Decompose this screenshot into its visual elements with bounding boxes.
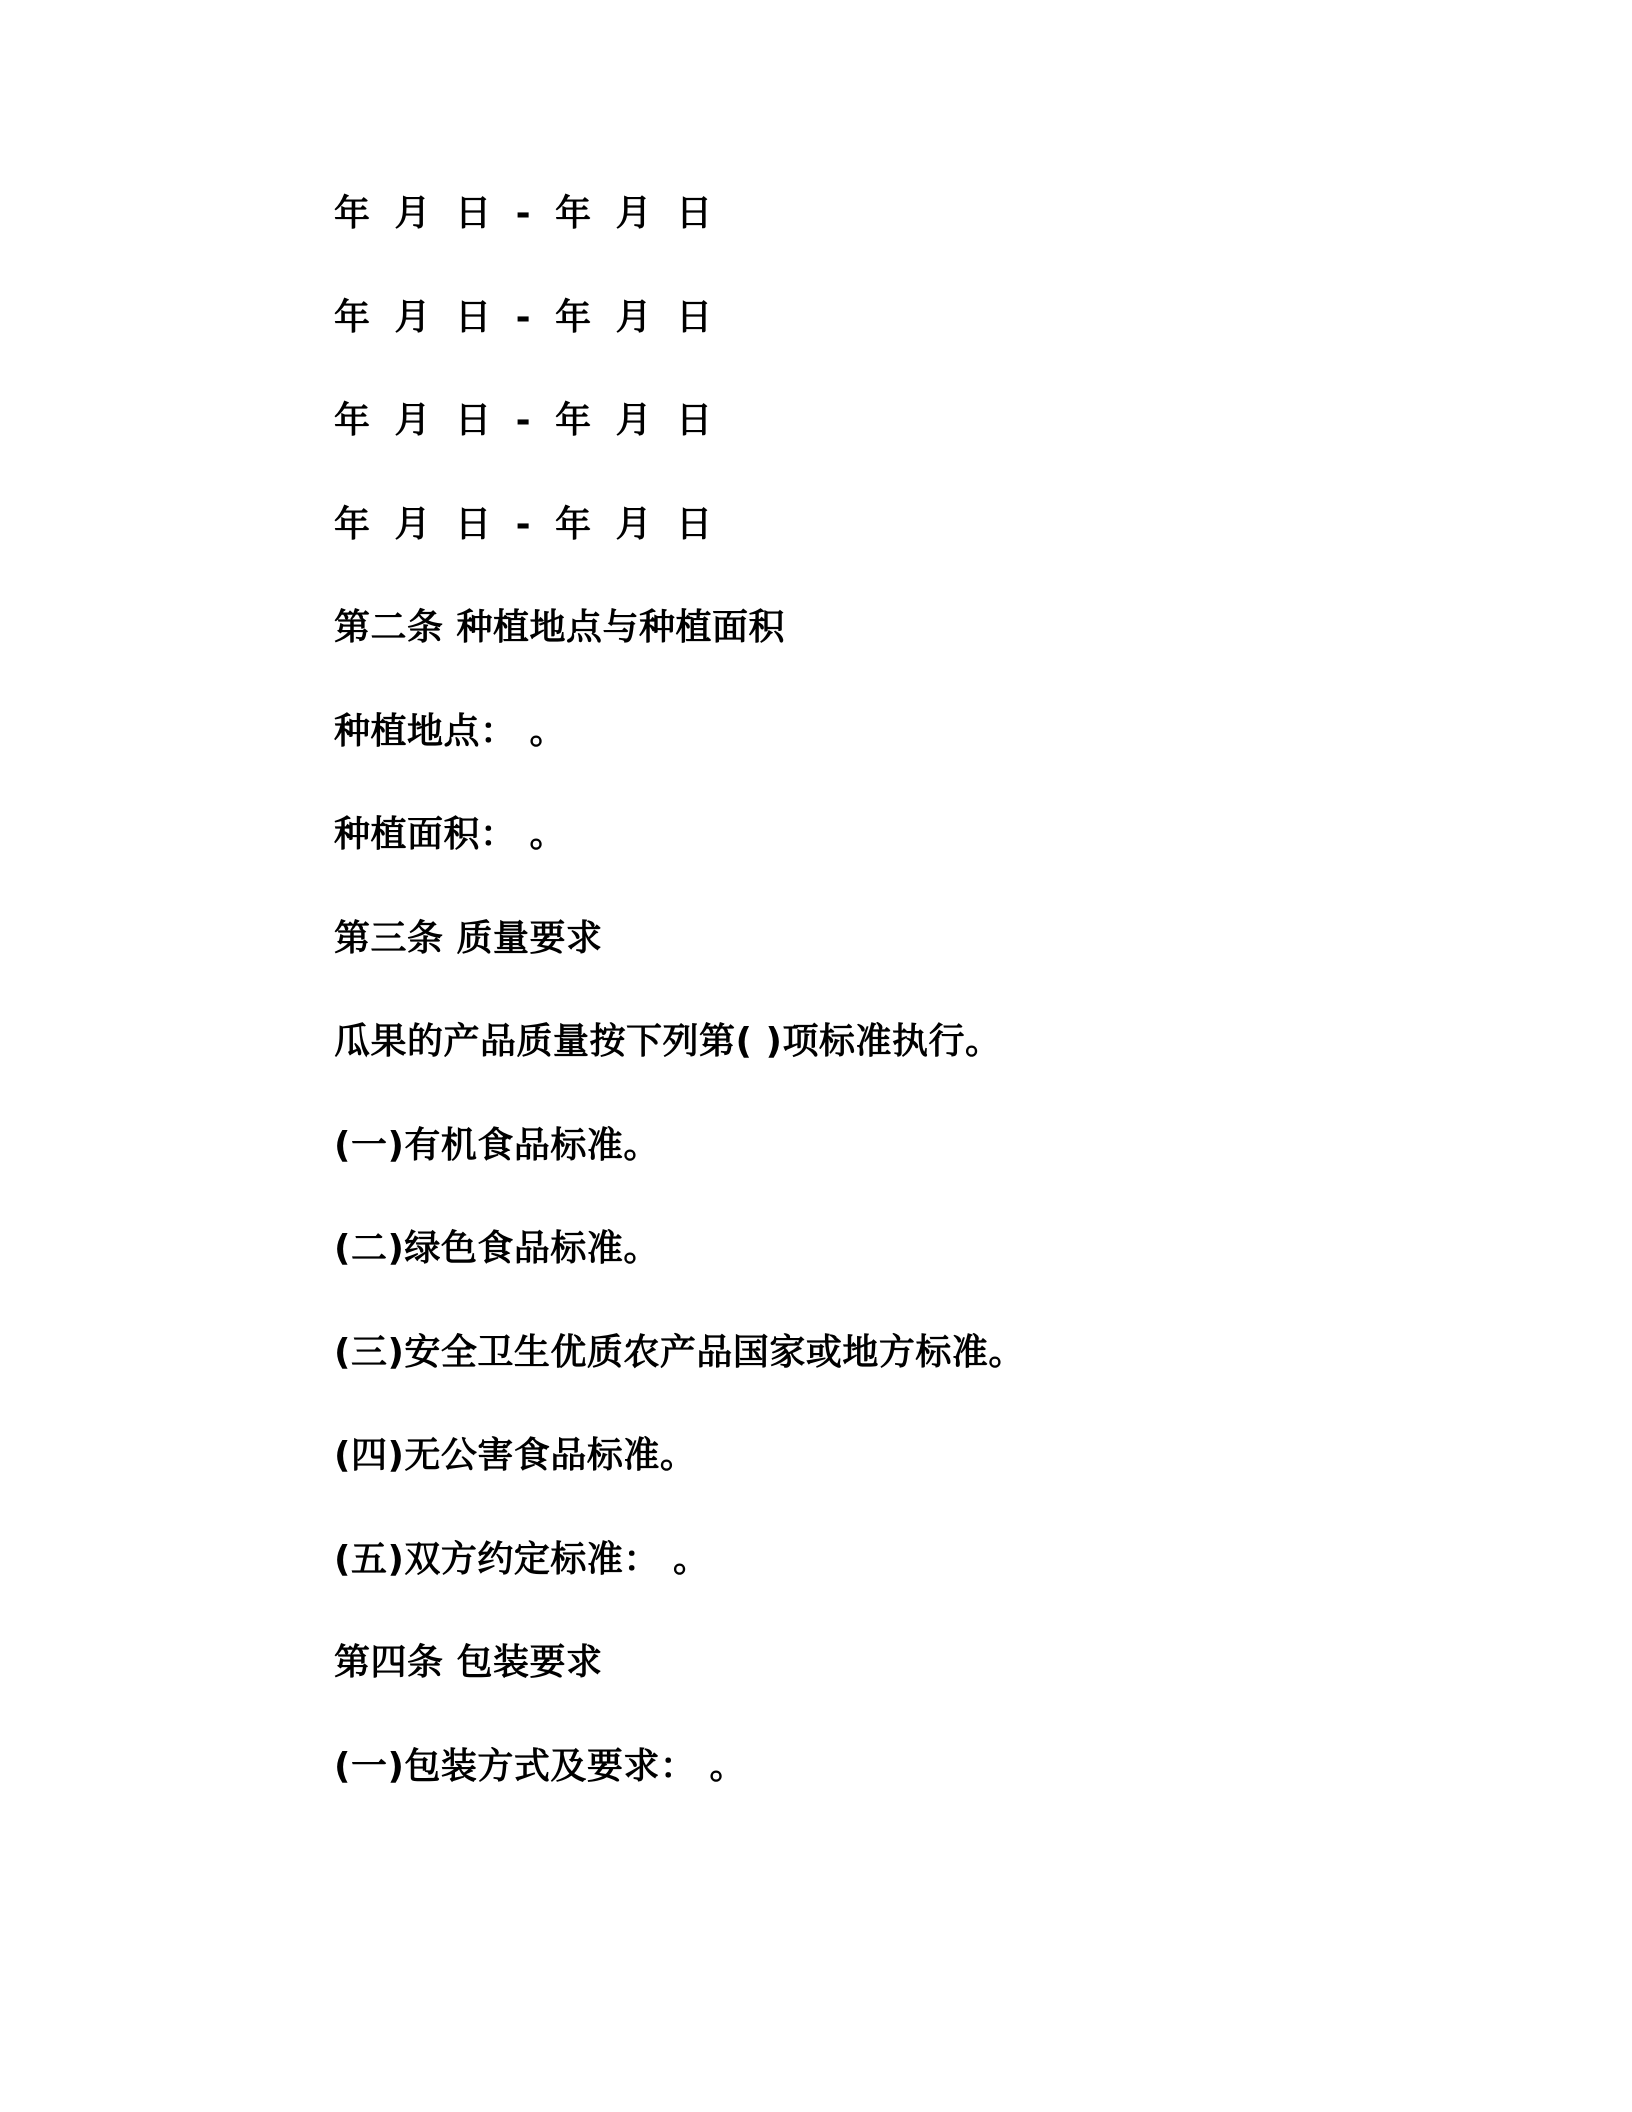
document-body: [334, 192, 1534, 1848]
date-range-line: 年 月 日 - 年 月 日: [334, 503, 719, 545]
standard-item-4: (四)无公害食品标准。: [334, 1435, 697, 1476]
standard-item-3: (三)安全卫生优质农产品国家或地方标准。: [334, 1331, 1025, 1373]
standard-item-1: (一)有机食品标准。: [334, 1124, 660, 1166]
article-4-heading: 第四条 包装要求: [334, 1642, 603, 1683]
date-range-line: 年 月 日 - 年 月 日: [334, 400, 719, 441]
article-3-heading: 第三条 质量要求: [334, 917, 603, 959]
article-2-heading: 第二条 种植地点与种植面积: [334, 607, 786, 648]
planting-area-line: 种植面积： 。: [334, 814, 567, 855]
packaging-item-1: (一)包装方式及要求： 。: [334, 1745, 746, 1787]
date-range-line: 年 月 日 - 年 月 日: [334, 296, 719, 338]
date-range-line: 年 月 日 - 年 月 日: [334, 193, 719, 234]
standard-item-2: (二)绿色食品标准。: [334, 1228, 660, 1269]
quality-standard-intro: 瓜果的产品质量按下列第( )项标准执行。: [334, 1021, 1002, 1062]
planting-location-line: 种植地点： 。: [334, 710, 567, 752]
standard-item-5: (五)双方约定标准： 。: [334, 1538, 710, 1580]
